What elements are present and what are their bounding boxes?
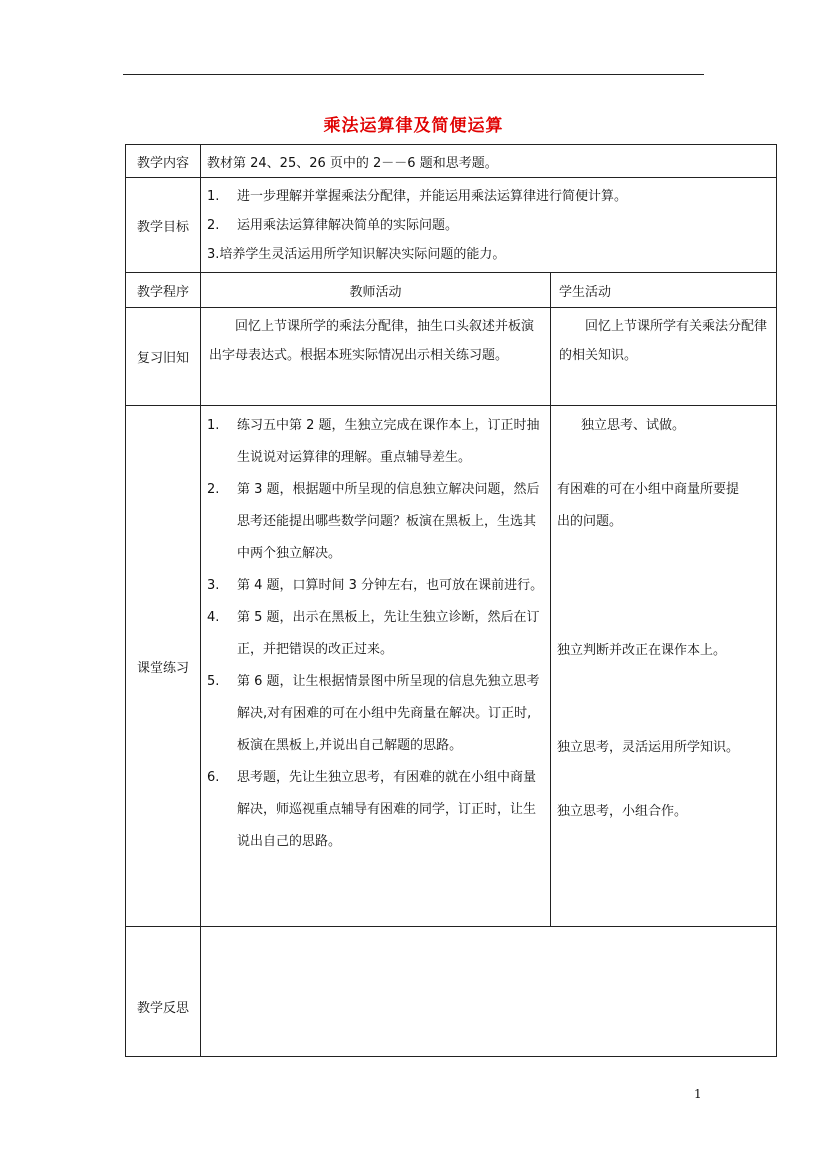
row-content [126, 145, 777, 178]
header-student-activity: 学生活动 [551, 273, 777, 308]
label-reflection: 教学反思 [126, 927, 201, 1057]
reflection-text [201, 927, 777, 1057]
exercise-item: 4. 第 5 题，出示在黑板上，先让生独立诊断，然后在订正，并把错误的改正过来。 [207, 610, 540, 657]
review-teacher-text: 回忆上节课所学的乘法分配律，抽生口头叙述并板演出字母表达式。根据本班实际情况出示相关练习题。 [201, 308, 551, 406]
row-reflection [126, 927, 777, 1057]
label-review: 复习旧知 [126, 308, 201, 406]
goals-list [201, 178, 777, 273]
student-note: 独立思考，小组合作。 [557, 804, 688, 819]
row-practice [126, 406, 777, 927]
row-goals [126, 178, 777, 273]
practice-student-notes [551, 406, 777, 927]
practice-teacher-list [201, 406, 551, 927]
student-note: 独立思考，灵活运用所学知识。 [557, 740, 740, 755]
label-content: 教学内容 [126, 145, 201, 178]
exercise-item: 5. 第 6 题，让生根据情景图中所呈现的信息先独立思考解决,对有困难的可在小组中先商量在解决。订正时,板演在黑板上,并说出自己解题的思路。 [207, 674, 540, 753]
header-teacher-activity: 教师活动 [201, 273, 551, 308]
goal-item: 3.培养学生灵活运用所学知识解决实际问题的能力。 [207, 246, 506, 262]
student-note: 有困难的可在小组中商量所要提 [557, 482, 740, 497]
exercise-item: 6. 思考题，先让生独立思考，有困难的就在小组中商量解决，师巡视重点辅导有困难的同学，订正时，让生说出自己的思路。 [207, 770, 537, 849]
content-text: 教材第 24、25、26 页中的 2－－6 题和思考题。 [201, 145, 777, 178]
goal-item: 2. 运用乘法运算律解决简单的实际问题。 [207, 217, 459, 233]
exercise-item: 3. 第 4 题，口算时间 3 分钟左右，也可放在课前进行。 [207, 578, 544, 593]
page-title: 乘法运算律及简便运算 [323, 116, 504, 136]
lesson-plan-table [125, 144, 777, 1057]
goal-item: 1. 进一步理解并掌握乘法分配律，并能运用乘法运算律进行简便计算。 [207, 188, 628, 204]
student-note: 出的问题。 [557, 514, 623, 529]
header-rule [123, 74, 704, 75]
student-note: 独立判断并改正在课作本上。 [557, 643, 727, 658]
review-student-text: 回忆上节课所学有关乘法分配律的相关知识。 [551, 308, 777, 406]
row-procedure-header [126, 273, 777, 308]
row-review [126, 308, 777, 406]
label-procedure: 教学程序 [126, 273, 201, 308]
page-number: 1 [694, 1087, 702, 1101]
label-practice: 课堂练习 [126, 406, 201, 927]
exercise-item: 1. 练习五中第 2 题，生独立完成在课作本上，订正时抽生说说对运算律的理解。重点辅导差生。 [207, 418, 540, 465]
student-note: 独立思考、试做。 [581, 418, 686, 433]
label-goals: 教学目标 [126, 178, 201, 273]
exercise-item: 2. 第 3 题，根据题中所呈现的信息独立解决问题，然后思考还能提出哪些数学问题？板演在黑板上，生选其中两个独立解决。 [207, 482, 540, 561]
